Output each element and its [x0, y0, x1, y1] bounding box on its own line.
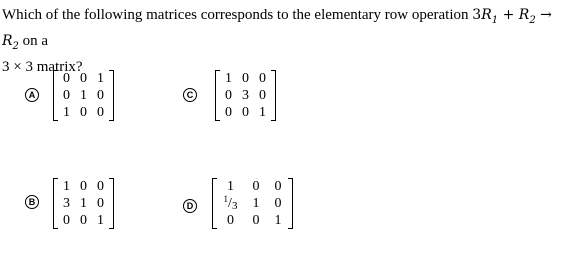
left-bracket: [53, 70, 58, 121]
matrix-cell: 1: [97, 70, 104, 86]
matrix-cell: 0: [97, 178, 104, 194]
matrix-cell: 0: [97, 87, 104, 103]
matrix-cell: 0: [274, 178, 282, 194]
matrix-cell: 0: [225, 104, 232, 120]
left-bracket: [215, 70, 220, 121]
matrix-cell: 0: [80, 212, 87, 228]
matrix-cell: 0: [242, 70, 249, 86]
question-tail: on a: [18, 32, 49, 49]
matrix-cell: 0: [274, 195, 282, 211]
left-bracket: [212, 178, 217, 229]
right-bracket: [271, 70, 276, 121]
matrix-cell: 1: [63, 178, 70, 194]
right-bracket: [109, 178, 114, 229]
matrix-cell: 1: [80, 87, 87, 103]
matrix-cell: 1: [259, 104, 266, 120]
matrix-cell: 1: [225, 70, 232, 86]
option-c-matrix: [215, 70, 276, 121]
matrix-cell: 0: [63, 87, 70, 103]
matrix-cell: 0: [225, 87, 232, 103]
right-bracket: [109, 70, 114, 121]
matrix-cell: 0: [242, 104, 249, 120]
matrix-cell-fraction: 1 / 3: [223, 193, 238, 212]
matrix-cell: 0: [97, 104, 104, 120]
option-b-letter-circle[interactable]: B: [25, 195, 39, 209]
option-a-letter-circle[interactable]: A: [25, 88, 39, 102]
matrix-cell: 0: [97, 195, 104, 211]
matrix-cell: 0: [80, 178, 87, 194]
matrix-cell: 1: [63, 104, 70, 120]
option-a-matrix: [53, 70, 114, 121]
matrix-cell: 0: [259, 70, 266, 86]
option-c-letter-circle[interactable]: C: [183, 88, 197, 102]
left-bracket: [53, 178, 58, 229]
option-d-letter-circle[interactable]: D: [183, 199, 197, 213]
row-operation: $3R_1 + R_2 \to R_2$: [2, 7, 552, 52]
question-line2: 3 × 3 matrix?: [2, 58, 83, 75]
right-bracket: [288, 178, 293, 229]
matrix-cell: 0: [80, 104, 87, 120]
option-d-matrix: [212, 178, 293, 229]
question-lead: Which of the following matrices corresponds to the elementary row operation: [2, 7, 473, 23]
matrix-cell: 1: [252, 195, 260, 211]
matrix-cell: 0: [252, 212, 260, 228]
matrix-cell: 3: [63, 195, 70, 211]
matrix-cell: 0: [259, 87, 266, 103]
matrix-cell: 1: [97, 212, 104, 228]
matrix-cell: 1: [227, 178, 234, 194]
question-text: [2, 5, 568, 77]
matrix-cell: 0: [80, 70, 87, 86]
matrix-cell: 0: [63, 70, 70, 86]
option-b-matrix: [53, 178, 114, 229]
matrix-cell: 1: [274, 212, 282, 228]
matrix-cell: 0: [252, 178, 260, 194]
matrix-cell: 3: [242, 87, 249, 103]
matrix-cell: 0: [227, 212, 234, 228]
matrix-cell: 0: [63, 212, 70, 228]
matrix-cell: 1: [80, 195, 87, 211]
